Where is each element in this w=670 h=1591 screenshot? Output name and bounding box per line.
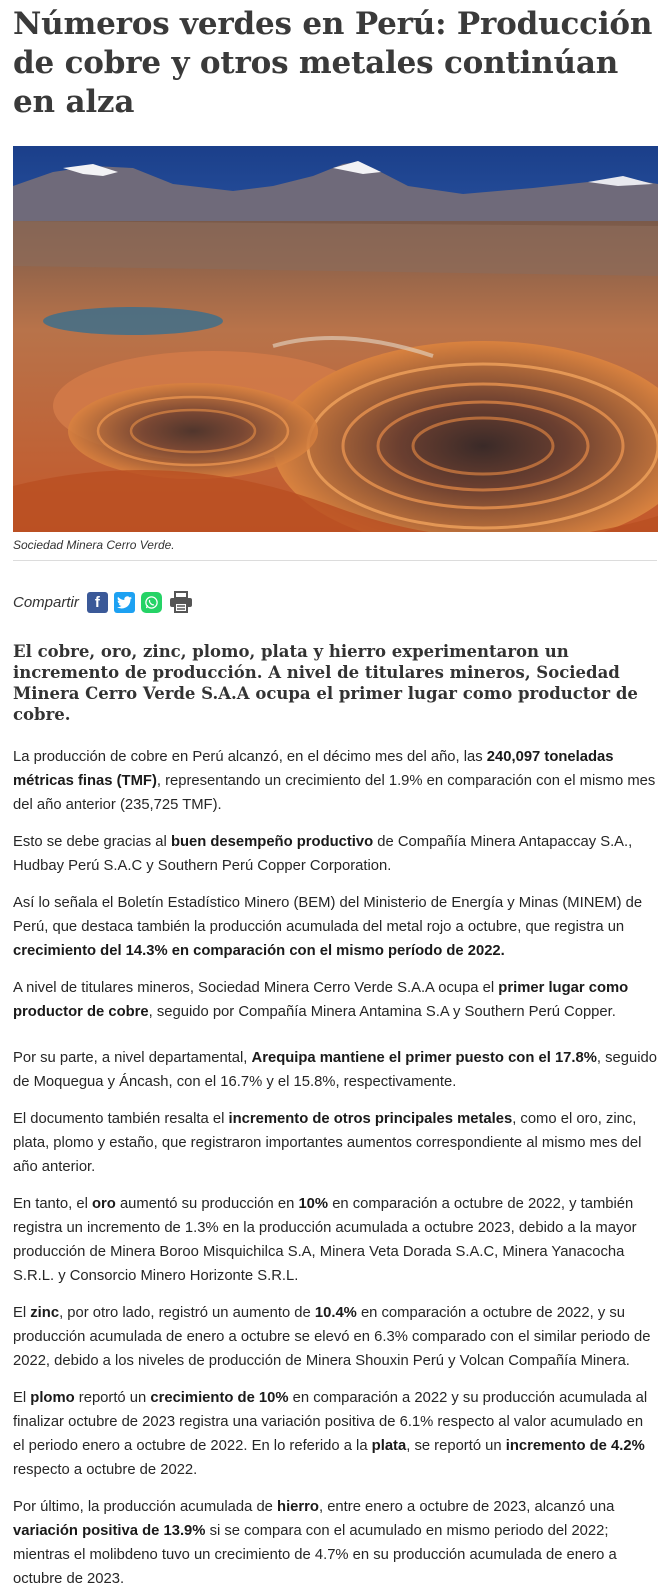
article-photo <box>13 146 658 532</box>
open-pit-mine-photo <box>13 146 658 532</box>
image-caption: Sociedad Minera Cerro Verde. <box>13 538 657 561</box>
whatsapp-icon[interactable] <box>141 592 162 613</box>
paragraph: El documento también resalta el incremento de otros principales metales, como el oro, zinc, plata, plomo y estaño, que registraron importantes aumentos correspondiente al mismo mes del año anterior. <box>13 1111 642 1175</box>
paragraph: Por su parte, a nivel departamental, Arequipa mantiene el primer puesto con el 17.8%, seguido de Moquegua y Áncash, con el 16.7% y el 15.8%, respectivamente. <box>13 1050 657 1090</box>
paragraph-lead-silver: El plomo reportó un crecimiento de 10% en comparación a 2022 y su producción acumulada al finalizar octubre de 2023 registra una variación positiva de 6.1% respecto al valor acumulado en el periodo enero a octubre de 2022. En lo referido a la plata, se reportó un incremento de 4.2% respecto a octubre de 2022. <box>13 1390 648 1478</box>
article-lead: El cobre, oro, zinc, plomo, plata y hierro experimentaron un incremento de producción. A nivel de titulares mineros, Sociedad Minera Cerro Verde S.A.A ocupa el primer lugar como productor de cobre. <box>13 642 638 724</box>
paragraph: A nivel de titulares mineros, Sociedad Minera Cerro Verde S.A.A ocupa el primer lugar como productor de cobre, seguido por Compañía Minera Antamina S.A y Southern Perú Copper. <box>13 980 629 1020</box>
paragraph-zinc: El zinc, por otro lado, registró un aumento de 10.4% en comparación a octubre de 2022, y su producción acumulada de enero a octubre se elevó en 6.3% comparado con el similar periodo de 2022, debido a los niveles de producción de Minera Shouxin Perú y Volcan Compañía Minera. <box>13 1305 651 1369</box>
share-label: Compartir <box>13 593 79 611</box>
paragraph: La producción de cobre en Perú alcanzó, en el décimo mes del año, las 240,097 toneladas métricas finas (TMF), representando un crecimiento del 1.9% en comparación con el mismo mes del año anterior (235,725 TMF). <box>13 749 656 813</box>
paragraph: Así lo señala el Boletín Estadístico Minero (BEM) del Ministerio de Energía y Minas (MINEM) de Perú, que destaca también la producción acumulada del metal rojo a octubre, que registra un crecimiento del 14.3% en comparación con el mismo período de 2022. <box>13 895 643 959</box>
paragraph: Esto se debe gracias al buen desempeño productivo de Compañía Minera Antapaccay S.A., Hudbay Perú S.A.C y Southern Perú Copper Corporation. <box>13 834 633 874</box>
paragraph-iron: Por último, la producción acumulada de hierro, entre enero a octubre de 2023, alcanzó una variación positiva de 13.9% si se compara con el acumulado en mismo periodo del 2022; mientras el molibdeno tuvo un crecimiento de 4.7% en su producción acumulada de enero a octubre de 2023. <box>13 1499 617 1587</box>
article-title: Números verdes en Perú: Producción de cobre y otros metales continúan en alza <box>13 6 653 120</box>
print-icon[interactable] <box>168 592 194 613</box>
paragraph-gold: En tanto, el oro aumentó su producción en 10% en comparación a octubre de 2022, y también registra un incremento de 1.3% en la producción acumulada a octubre 2023, debido a la mayor producción de Minera Boroo Misquichilca S.A, Minera Veta Dorada S.A.C, Minera Yanacocha S.R.L. y Consorcio Minero Horizonte S.R.L. <box>13 1196 637 1284</box>
facebook-icon[interactable]: f <box>87 592 108 613</box>
twitter-icon[interactable] <box>114 592 135 613</box>
share-bar <box>13 589 657 615</box>
